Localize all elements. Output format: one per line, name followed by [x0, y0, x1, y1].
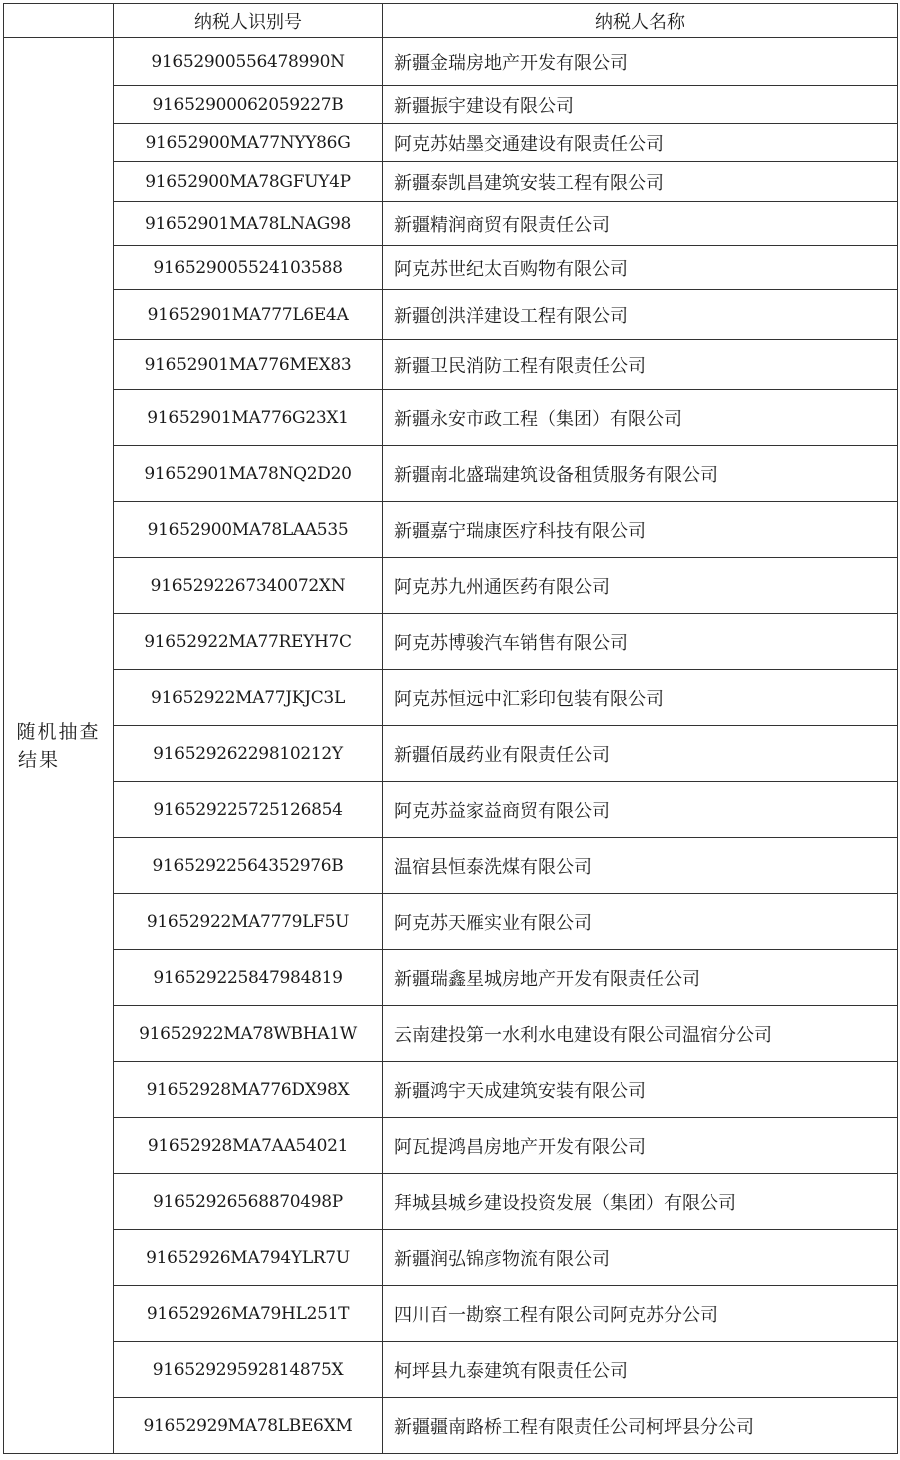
taxpayer-name-cell: 阿克苏姑墨交通建设有限责任公司: [383, 124, 898, 162]
table-row: [4, 124, 898, 162]
taxpayer-name-cell: 新疆南北盛瑞建筑设备租赁服务有限公司: [383, 446, 898, 502]
taxpayer-id-cell: 91652922MA78WBHA1W: [114, 1006, 383, 1062]
taxpayer-name-cell: 新疆创洪洋建设工程有限公司: [383, 290, 898, 340]
taxpayer-name-cell: 新疆瑞鑫星城房地产开发有限责任公司: [383, 950, 898, 1006]
taxpayer-name-cell: 阿克苏天雁实业有限公司: [383, 894, 898, 950]
taxpayer-id-cell: 91652922564352976B: [114, 838, 383, 894]
taxpayer-id-cell: 91652901MA777L6E4A: [114, 290, 383, 340]
taxpayer-name-cell: 阿克苏益家益商贸有限公司: [383, 782, 898, 838]
table-row: [4, 246, 898, 290]
table-row: [4, 1174, 898, 1230]
taxpayer-name-cell: 四川百一勘察工程有限公司阿克苏分公司: [383, 1286, 898, 1342]
taxpayer-name-cell: 新疆永安市政工程（集团）有限公司: [383, 390, 898, 446]
taxpayer-id-cell: 91652900MA78GFUY4P: [114, 162, 383, 202]
taxpayer-id-cell: 91652926MA79HL251T: [114, 1286, 383, 1342]
taxpayer-id-cell: 91652901MA78LNAG98: [114, 202, 383, 246]
table-row: [4, 614, 898, 670]
taxpayer-id-cell: 91652929592814875X: [114, 1342, 383, 1398]
taxpayer-id-cell: 916529005524103588: [114, 246, 383, 290]
taxpayer-name-cell: 阿克苏九州通医药有限公司: [383, 558, 898, 614]
taxpayer-id-cell: 91652922MA7779LF5U: [114, 894, 383, 950]
taxpayer-id-cell: 91652901MA78NQ2D20: [114, 446, 383, 502]
taxpayer-id-cell: 91652900MA78LAA535: [114, 502, 383, 558]
taxpayer-name-cell: 阿瓦提鸿昌房地产开发有限公司: [383, 1118, 898, 1174]
table-row: [4, 446, 898, 502]
taxpayer-name-cell: 阿克苏博骏汽车销售有限公司: [383, 614, 898, 670]
taxpayer-name-cell: 新疆金瑞房地产开发有限公司: [383, 38, 898, 86]
taxpayer-id-cell: 91652901MA776G23X1: [114, 390, 383, 446]
taxpayer-table: [3, 3, 898, 1454]
header-row: [4, 4, 898, 38]
taxpayer-id-cell: 91652922MA77REYH7C: [114, 614, 383, 670]
header-taxpayer-id: 纳税人识别号: [114, 4, 383, 38]
taxpayer-name-cell: 新疆泰凯昌建筑安装工程有限公司: [383, 162, 898, 202]
taxpayer-name-cell: 新疆卫民消防工程有限责任公司: [383, 340, 898, 390]
table-row: [4, 726, 898, 782]
table-row: [4, 86, 898, 124]
taxpayer-id-cell: 91652926229810212Y: [114, 726, 383, 782]
taxpayer-name-cell: 阿克苏世纪太百购物有限公司: [383, 246, 898, 290]
taxpayer-id-cell: 91652928MA7AA54021: [114, 1118, 383, 1174]
table-row: [4, 1230, 898, 1286]
taxpayer-name-cell: 柯坪县九泰建筑有限责任公司: [383, 1342, 898, 1398]
section-label: 随机抽查 结果: [4, 38, 114, 1454]
taxpayer-id-cell: 91652900MA77NYY86G: [114, 124, 383, 162]
taxpayer-name-cell: 拜城县城乡建设投资发展（集团）有限公司: [383, 1174, 898, 1230]
table-row: [4, 1286, 898, 1342]
table-row: [4, 38, 898, 86]
taxpayer-name-cell: 阿克苏恒远中汇彩印包装有限公司: [383, 670, 898, 726]
table-row: [4, 390, 898, 446]
table-row: [4, 340, 898, 390]
table-row: [4, 202, 898, 246]
taxpayer-name-cell: 温宿县恒泰洗煤有限公司: [383, 838, 898, 894]
table-row: [4, 162, 898, 202]
taxpayer-name-cell: 新疆振宇建设有限公司: [383, 86, 898, 124]
taxpayer-name-cell: 新疆精润商贸有限责任公司: [383, 202, 898, 246]
table-row: [4, 1398, 898, 1454]
table-row: [4, 1062, 898, 1118]
table-row: [4, 670, 898, 726]
taxpayer-name-cell: 新疆佰晟药业有限责任公司: [383, 726, 898, 782]
table-body: [4, 38, 898, 1454]
table-row: [4, 782, 898, 838]
table-row: [4, 1006, 898, 1062]
header-taxpayer-name: 纳税人名称: [383, 4, 898, 38]
taxpayer-id-cell: 916529225847984819: [114, 950, 383, 1006]
taxpayer-name-cell: 新疆鸿宇天成建筑安装有限公司: [383, 1062, 898, 1118]
taxpayer-id-cell: 91652929MA78LBE6XM: [114, 1398, 383, 1454]
taxpayer-id-cell: 9165292267340072XN: [114, 558, 383, 614]
taxpayer-name-cell: 云南建投第一水利水电建设有限公司温宿分公司: [383, 1006, 898, 1062]
taxpayer-name-cell: 新疆疆南路桥工程有限责任公司柯坪县分公司: [383, 1398, 898, 1454]
table-row: [4, 290, 898, 340]
taxpayer-id-cell: 91652926568870498P: [114, 1174, 383, 1230]
header-blank-cell: [4, 4, 114, 38]
taxpayer-name-cell: 新疆润弘锦彦物流有限公司: [383, 1230, 898, 1286]
taxpayer-id-cell: 91652926MA794YLR7U: [114, 1230, 383, 1286]
taxpayer-name-cell: 新疆嘉宁瑞康医疗科技有限公司: [383, 502, 898, 558]
taxpayer-id-cell: 916529225725126854: [114, 782, 383, 838]
table-row: [4, 558, 898, 614]
table-row: [4, 950, 898, 1006]
table-row: [4, 894, 898, 950]
taxpayer-id-cell: 91652901MA776MEX83: [114, 340, 383, 390]
table-row: [4, 1118, 898, 1174]
taxpayer-id-cell: 91652900556478990N: [114, 38, 383, 86]
table-row: [4, 502, 898, 558]
taxpayer-id-cell: 91652922MA77JKJC3L: [114, 670, 383, 726]
table-row: [4, 838, 898, 894]
taxpayer-id-cell: 91652928MA776DX98X: [114, 1062, 383, 1118]
taxpayer-id-cell: 91652900062059227B: [114, 86, 383, 124]
table-row: [4, 1342, 898, 1398]
